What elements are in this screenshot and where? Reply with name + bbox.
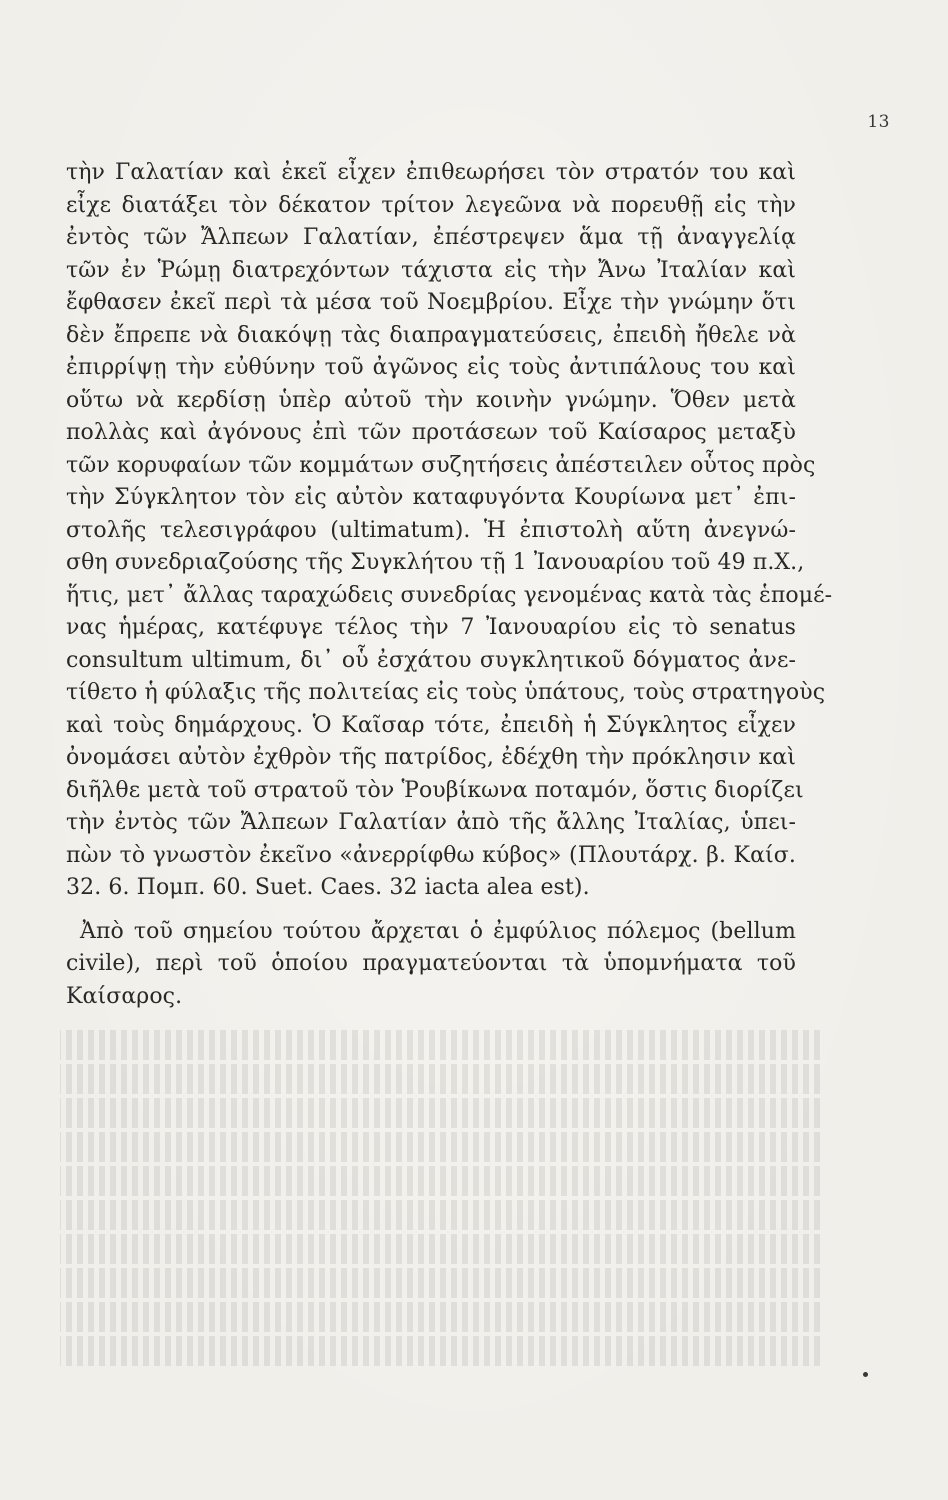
text-line: δὲν ἔπρεπε νὰ διακόψῃ τὰς διαπραγματεύσεις, ἐπειδὴ ἤθελε νὰ bbox=[66, 322, 796, 348]
text-line: οὕτω νὰ κερδίσῃ ὑπὲρ αὐτοῦ τὴν κοινὴν γνώμην. Ὅθεν μετὰ bbox=[66, 387, 796, 413]
ink-speck bbox=[863, 1372, 868, 1377]
text-line: ἐντὸς τῶν Ἄλπεων Γαλατίαν, ἐπέστρεψεν ἅμα τῇ ἀναγγελίᾳ bbox=[66, 225, 796, 250]
text-line: καὶ τοὺς δημάρχους. Ὁ Καῖσαρ τότε, ἐπειδὴ ἡ Σύγκλητος εἶχεν bbox=[66, 712, 796, 738]
text-line: πὼν τὸ γνωστὸν ἐκεῖνο «ἀνερρίφθω κύβος» (Πλουτάρχ. β. Καίσ. bbox=[66, 842, 796, 868]
text-line: τίθετο ἡ φύλαξις τῆς πολιτείας εἰς τοὺς ὑπάτους, τοὺς στρατηγοὺς bbox=[66, 680, 826, 705]
text-line: τῶν κορυφαίων τῶν κομμάτων συζητήσεις ἀπέστειλεν οὗτος πρὸς bbox=[66, 452, 816, 478]
text-line: ὀνομάσει αὐτὸν ἐχθρὸν τῆς πατρίδος, ἐδέχθη τὴν πρόκλησιν καὶ bbox=[66, 745, 796, 770]
text-line: Ἀπὸ τοῦ σημείου τούτου ἄρχεται ὁ ἐμφύλιος πόλεμος (bellum bbox=[80, 918, 796, 944]
text-line: διῆλθε μετὰ τοῦ στρατοῦ τὸν Ῥουβίκωνα ποταμόν, ὅστις διορίζει bbox=[66, 777, 804, 803]
text-line: 32. 6. Πομπ. 60. Suet. Caes. 32 iacta alea est). bbox=[66, 875, 590, 900]
text-line: σθη συνεδριαζούσης τῆς Συγκλήτου τῇ 1 Ἰανουαρίου τοῦ 49 π.Χ., bbox=[66, 550, 805, 575]
text-line: νας ἡμέρας, κατέφυγε τέλος τὴν 7 Ἰανουαρίου εἰς τὸ senatus bbox=[66, 615, 796, 640]
text-line: ἔφθασεν ἐκεῖ περὶ τὰ μέσα τοῦ Νοεμβρίου. Εἶχε τὴν γνώμην ὅτι bbox=[66, 290, 796, 315]
paragraph-gap bbox=[66, 905, 796, 916]
text-line: τὴν ἐντὸς τῶν Ἄλπεων Γαλατίαν ἀπὸ τῆς ἄλλης Ἰταλίας, ὑπει- bbox=[66, 810, 796, 835]
text-line: εἶχε διατάξει τὸν δέκατον τρίτον λεγεῶνα νὰ πορευθῇ εἰς τὴν bbox=[66, 192, 796, 218]
paragraph-1 bbox=[66, 157, 833, 905]
text-line: consultum ultimum, δι᾽ οὗ ἐσχάτου συγκλητικοῦ δόγματος ἀνε- bbox=[66, 647, 796, 673]
text-line: civile), περὶ τοῦ ὁποίου πραγματεύονται τὰ ὑπομνήματα τοῦ bbox=[66, 951, 796, 976]
text-line: τῶν ἐν Ῥώμῃ διατρεχόντων τάχιστα εἰς τὴν Ἄνω Ἰταλίαν καὶ bbox=[66, 257, 796, 283]
text-line: Καίσαρος. bbox=[66, 983, 183, 1009]
page-number: 13 bbox=[867, 112, 890, 132]
text-line: στολῆς τελεσιγράφου (ultimatum). Ἡ ἐπιστολὴ αὕτη ἀνεγνώ- bbox=[66, 517, 796, 543]
body-text bbox=[66, 157, 833, 1013]
text-line: πολλὰς καὶ ἀγόνους ἐπὶ τῶν προτάσεων τοῦ Καίσαρος μεταξὺ bbox=[66, 420, 796, 445]
paragraph-2 bbox=[66, 916, 796, 1014]
text-line: τὴν Σύγκλητον τὸν εἰς αὐτὸν καταφυγόντα Κουρίωνα μετ᾽ ἐπι- bbox=[66, 485, 796, 510]
text-line: τὴν Γαλατίαν καὶ ἐκεῖ εἶχεν ἐπιθεωρήσει τὸν στρατόν του καὶ bbox=[66, 160, 796, 185]
text-line: ἐπιρρίψῃ τὴν εὐθύνην τοῦ ἀγῶνος εἰς τοὺς ἀντιπάλους του καὶ bbox=[66, 355, 796, 380]
text-line: ἥτις, μετ᾽ ἄλλας ταραχώδεις συνεδρίας γενομένας κατὰ τὰς ἑπομέ- bbox=[66, 582, 833, 608]
reverse-page-bleed-through bbox=[60, 1030, 820, 1430]
